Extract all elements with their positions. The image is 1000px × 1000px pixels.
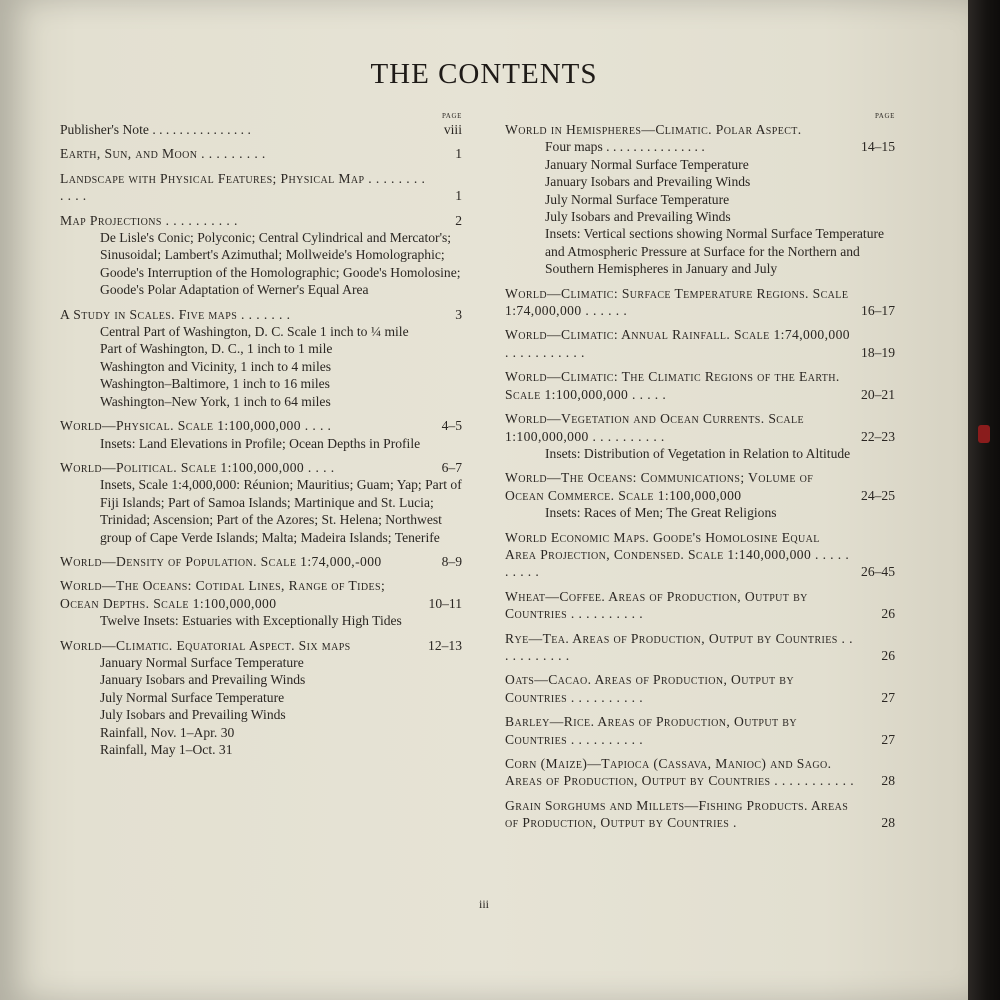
entry-page: 16–17 <box>861 303 895 319</box>
entry-title: World—Vegetation and Ocean Currents. Scale 1:100,000,000 . . . . . . . . . . <box>505 411 804 444</box>
entry-page: 27 <box>881 689 895 705</box>
page-column-heading: PAGE <box>874 112 895 120</box>
entry-heading-row <box>60 121 462 138</box>
contents-list-right <box>505 121 895 832</box>
entry-title: World—The Oceans: Cotidal Lines, Range of Tides; Ocean Depths. Scale 1:100,000,000 <box>60 578 386 611</box>
entry-heading-row <box>60 212 462 229</box>
contents-entry <box>60 212 462 299</box>
contents-entry <box>505 285 895 320</box>
entry-page: 2 <box>455 212 462 228</box>
entry-heading-row <box>505 797 895 832</box>
entry-heading-row <box>60 170 462 205</box>
contents-column-left <box>60 108 462 765</box>
entry-title: World Economic Maps. Goode's Homolosine Equal Area Projection, Condensed. Scale 1:140,000,000 . . . . . . . . . . <box>505 529 850 580</box>
entry-subline: Rainfall, May 1–Oct. 31 <box>100 742 233 757</box>
entry-page: 6–7 <box>441 459 462 475</box>
entry-subline: Central Part of Washington, D. C. Scale 1 inch to ¼ mile <box>100 324 409 340</box>
contents-entry <box>60 417 462 452</box>
entry-heading-row <box>505 713 895 748</box>
entry-subline: January Normal Surface Temperature <box>545 156 749 172</box>
entry-page: 27 <box>881 731 895 747</box>
entry-title: World—Climatic: Annual Rainfall. Scale 1:74,000,000 . . . . . . . . . . . <box>505 327 851 360</box>
entry-subline: Rainfall, Nov. 1–Apr. 30 <box>100 724 235 740</box>
entry-heading-row <box>505 326 895 361</box>
contents-entry <box>505 469 895 521</box>
entry-subentry-row <box>505 138 895 155</box>
entry-heading-row <box>505 368 895 403</box>
entry-subline: Twelve Insets: Estuaries with Exceptionally High Tides <box>100 613 402 629</box>
entry-title: Oats—Cacao. Areas of Production, Output by Countries . . . . . . . . . . <box>505 672 794 705</box>
contents-column-right <box>505 108 895 839</box>
entry-page: 20–21 <box>861 386 895 402</box>
page-number: iii <box>478 897 489 911</box>
entry-heading-row <box>505 630 895 665</box>
entry-title: World—Climatic. Equatorial Aspect. Six maps <box>60 637 351 653</box>
contents-entry <box>505 368 895 403</box>
page-column-heading: PAGE <box>441 112 462 120</box>
entry-heading-row <box>60 145 462 162</box>
entry-page: 12–13 <box>428 637 462 653</box>
contents-entry <box>505 671 895 706</box>
contents-entry <box>60 121 462 138</box>
entry-heading-row <box>60 417 462 434</box>
entry-heading-row <box>505 285 895 320</box>
entry-title: Map Projections . . . . . . . . . . <box>60 212 238 228</box>
contents-entry <box>60 637 462 759</box>
entry-title: Barley—Rice. Areas of Production, Output by Countries . . . . . . . . . . <box>505 714 797 747</box>
contents-entry <box>505 797 895 832</box>
entry-subline: July Normal Surface Temperature <box>100 689 285 705</box>
entry-page: 4–5 <box>441 418 462 434</box>
entry-title: Landscape with Physical Features; Physical Map . . . . . . . . . . . . <box>60 170 426 204</box>
entry-heading-row <box>505 469 895 504</box>
entry-subline: Insets: Distribution of Vegetation in Relation to Altitude <box>545 445 851 461</box>
entry-heading-row <box>505 410 895 445</box>
entry-subline: July Isobars and Prevailing Winds <box>100 707 286 723</box>
entry-subline: Part of Washington, D. C., 1 inch to 1 mile <box>100 341 333 357</box>
entry-title: Wheat—Coffee. Areas of Production, Output by Countries . . . . . . . . . . <box>505 588 808 622</box>
entry-heading-row <box>505 755 895 790</box>
entry-page: 26 <box>881 606 895 622</box>
entry-page: 1 <box>455 188 462 204</box>
entry-subline: January Isobars and Prevailing Winds <box>545 174 751 190</box>
entry-page: 1 <box>455 146 462 162</box>
entry-page: 28 <box>881 773 895 789</box>
contents-entry <box>60 170 462 205</box>
entry-subline: July Normal Surface Temperature <box>545 191 730 207</box>
entry-page: 26–45 <box>861 564 895 580</box>
entry-page: viii <box>443 122 462 137</box>
entry-heading-row <box>60 306 462 323</box>
contents-entry <box>505 410 895 462</box>
entry-page: 8–9 <box>441 553 462 569</box>
contents-entry <box>60 459 462 546</box>
entry-page: 22–23 <box>861 428 895 444</box>
entry-title: A Study in Scales. Five maps . . . . . . . <box>60 306 291 322</box>
entry-subline: De Lisle's Conic; Polyconic; Central Cylindrical and Mercator's; Sinusoidal; Lambert's Azimuthal; Mollweide's Homolographic; Goode's Interruption of the Homolographic; Goode's Homolosine; Goode's Polar Adaptation of Werner's Equal Area <box>100 230 461 298</box>
contents-entry <box>60 577 462 629</box>
contents-entry <box>505 326 895 361</box>
entry-heading-row <box>60 553 462 570</box>
subentry-page: 14–15 <box>861 139 895 155</box>
subentry-text: Four maps . . . . . . . . . . . . . . . <box>545 139 705 155</box>
entry-page: 3 <box>455 306 462 322</box>
contents-entry <box>60 553 462 570</box>
entry-heading-row <box>60 459 462 476</box>
entry-subline: Washington–New York, 1 inch to 64 miles <box>100 393 331 409</box>
entry-title: Rye—Tea. Areas of Production, Output by Countries . . . . . . . . . . . <box>505 630 853 663</box>
entry-page: 24–25 <box>861 487 895 503</box>
contents-entry <box>505 529 895 581</box>
book-binding-edge <box>968 0 1000 1000</box>
entry-title: Publisher's Note . . . . . . . . . . . . . . . <box>60 122 251 137</box>
entry-title: World—The Oceans: Communications; Volume of Ocean Commerce. Scale 1:100,000,000 <box>505 470 814 503</box>
entry-title: World—Climatic: Surface Temperature Regions. Scale 1:74,000,000 . . . . . . <box>505 285 849 319</box>
entry-heading-row <box>505 588 895 623</box>
entry-subline: Washington and Vicinity, 1 inch to 4 miles <box>100 358 332 374</box>
entry-heading-row <box>60 577 462 612</box>
entry-title: World—Climatic: The Climatic Regions of the Earth. Scale 1:100,000,000 . . . . . <box>505 369 840 402</box>
page-title: THE CONTENTS <box>370 58 598 90</box>
entry-subline: January Isobars and Prevailing Winds <box>100 672 306 688</box>
entry-page: 26 <box>881 647 895 663</box>
entry-title: Corn (Maize)—Tapioca (Cassava, Manioc) and Sago. Areas of Production, Output by Countries . . . . . . . . . . . <box>505 756 855 789</box>
entry-subline: January Normal Surface Temperature <box>100 654 304 670</box>
entry-subline: Insets, Scale 1:4,000,000: Réunion; Mauritius; Guam; Yap; Part of Fiji Islands; Part of Samoa Islands; Martinique and St. Lucia; Trinidad; Ascension; Part of the Azores; St. Helena; Northwest group of Cape Verde Islands; Malta; Madeira Islands; Tenerife <box>100 477 462 545</box>
entry-subline: Washington–Baltimore, 1 inch to 16 miles <box>100 376 330 392</box>
entry-title: World in Hemispheres—Climatic. Polar Aspect. <box>505 122 802 137</box>
contents-entry <box>60 145 462 162</box>
entry-page: 18–19 <box>861 344 895 360</box>
contents-entry <box>505 755 895 790</box>
entry-page: 10–11 <box>428 595 462 611</box>
contents-entry <box>505 713 895 748</box>
entry-subline: Insets: Races of Men; The Great Religions <box>545 505 777 521</box>
entry-subline: July Isobars and Prevailing Winds <box>545 209 731 225</box>
entry-heading-row <box>505 529 895 581</box>
entry-title: Earth, Sun, and Moon . . . . . . . . . <box>60 146 266 162</box>
entry-heading-row <box>505 121 895 138</box>
entry-title: Grain Sorghums and Millets—Fishing Products. Areas of Production, Output by Countries . <box>505 797 849 831</box>
entry-subline: Insets: Land Elevations in Profile; Ocean Depths in Profile <box>100 435 421 451</box>
entry-title: World—Political. Scale 1:100,000,000 . . . . <box>60 459 335 475</box>
entry-title: World—Density of Population. Scale 1:74,000,-000 <box>60 553 382 569</box>
contents-entry <box>505 588 895 623</box>
entry-subline: Insets: Vertical sections showing Normal Surface Temperature and Atmospheric Pressure at Surface for the Northern and Southern Hemispheres in January and July <box>545 226 885 277</box>
entry-heading-row <box>505 671 895 706</box>
bookmark-ribbon <box>978 425 990 443</box>
entry-title: World—Physical. Scale 1:100,000,000 . . . . <box>60 418 332 434</box>
entry-heading-row <box>60 637 462 654</box>
contents-entry <box>505 630 895 665</box>
contents-list-left <box>60 121 462 758</box>
entry-page: 28 <box>881 815 895 831</box>
contents-entry <box>60 306 462 410</box>
contents-entry <box>505 121 895 278</box>
